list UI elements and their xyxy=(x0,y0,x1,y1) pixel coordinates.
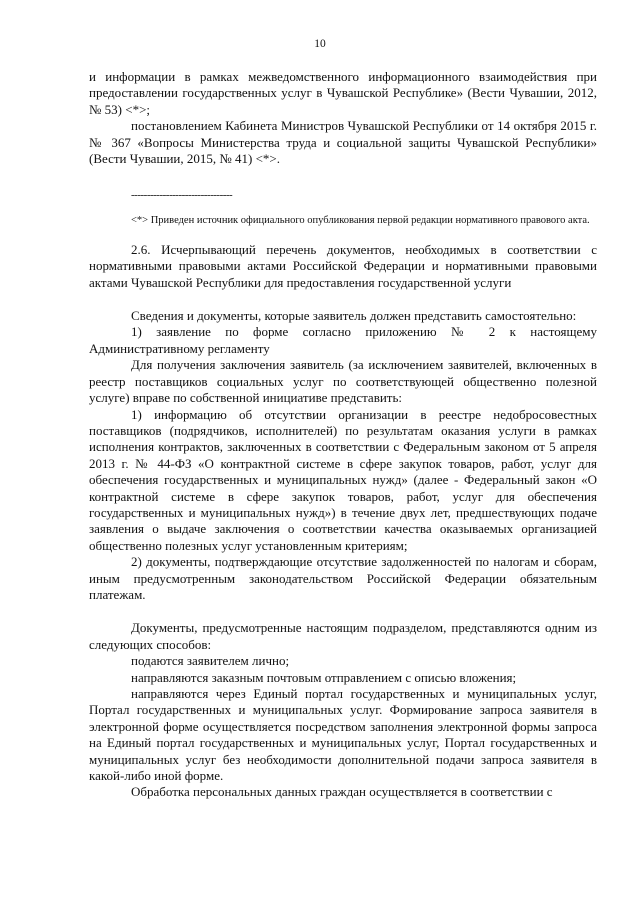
paragraph-continuation: и информации в рамках межведомственного информационного взаимодействия при предоставлении государственных услуг в Чувашской Республике» (Вести Чувашии, 2012, № 53) <*>; xyxy=(89,69,597,117)
footnote: <*> Приведен источник официального опубликования первой редакции нормативного правового акта. xyxy=(131,214,590,226)
method-online-portal: направляются через Единый портал государственных и муниципальных услуг, Портал государственных и муниципальных услуг. Формирование запроса заявителя в электронной форме осуществляется посредством заполнения электронной формы запроса на Единый портал государственных и муниципальных услуг, Портал государственных и муниципальных услуг без необходимости дополнительной подачи запроса заявителя в какой-либо иной форме. xyxy=(89,686,597,784)
list-item-application: 1) заявление по форме согласно приложению № 2 к настоящему Административному регламенту xyxy=(89,324,597,356)
footnote-separator: -------------------------------- xyxy=(131,189,233,202)
paragraph-resolution: постановлением Кабинета Министров Чувашской Республики от 14 октября 2015 г. № 367 «Вопросы Министерства труда и социальной защиты Чувашской Республики» (Вести Чувашии, 2015, № 41) <*>. xyxy=(89,118,597,167)
paragraph-personal-data: Обработка персональных данных граждан осуществляется в соответствии с xyxy=(131,784,553,800)
document-body xyxy=(89,69,597,801)
own-initiative-intro: Для получения заключения заявитель (за исключением заявителей, включенных в реестр поставщиков социальных услуг по соответствующей общественно полезной услуге) вправе по собственной инициативе представить: xyxy=(89,357,597,406)
page-number: 10 xyxy=(314,38,326,50)
method-registered-mail: направляются заказным почтовым отправлением с описью вложения; xyxy=(131,669,517,685)
section-heading: 2.6. Исчерпывающий перечень документов, необходимых в соответствии с нормативными правовыми актами Российской Федерации и нормативными правовыми актами Чувашской Республики для предоставления государственной услуги xyxy=(89,241,597,290)
list-item-tax-documents: 2) документы, подтверждающие отсутствие задолженностей по налогам и сборам, иным предусмотренным законодательством Российской Федерации обязательным платежам. xyxy=(89,554,597,602)
submission-intro: Документы, предусмотренные настоящим подразделом, представляются одним из следующих способов: xyxy=(89,620,597,652)
documents-intro: Сведения и документы, которые заявитель должен представить самостоятельно: xyxy=(131,308,577,324)
method-in-person: подаются заявителем лично; xyxy=(131,653,290,669)
list-item-registry-info: 1) информацию об отсутствии организации в реестре недобросовестных поставщиков (подрядчиков, исполнителей) по результатам оказания услуги в рамках исполнения контрактов, заключенных в соответствии с Федеральным законом от 5 апреля 2013 г. № 44-ФЗ «О контрактной системе в сфере закупок товаров, работ, услуг для обеспечения государственных и муниципальных нужд» (далее - Федеральный закон «О контрактной системе в сфере закупок товаров, работ, услуг для обеспечения государственных и муниципальных нужд») в течение двух лет, предшествующих подаче заявления о выдаче заключения о соответствии качества оказываемых организацией общественно полезных услуг установленным критериям; xyxy=(89,406,597,553)
